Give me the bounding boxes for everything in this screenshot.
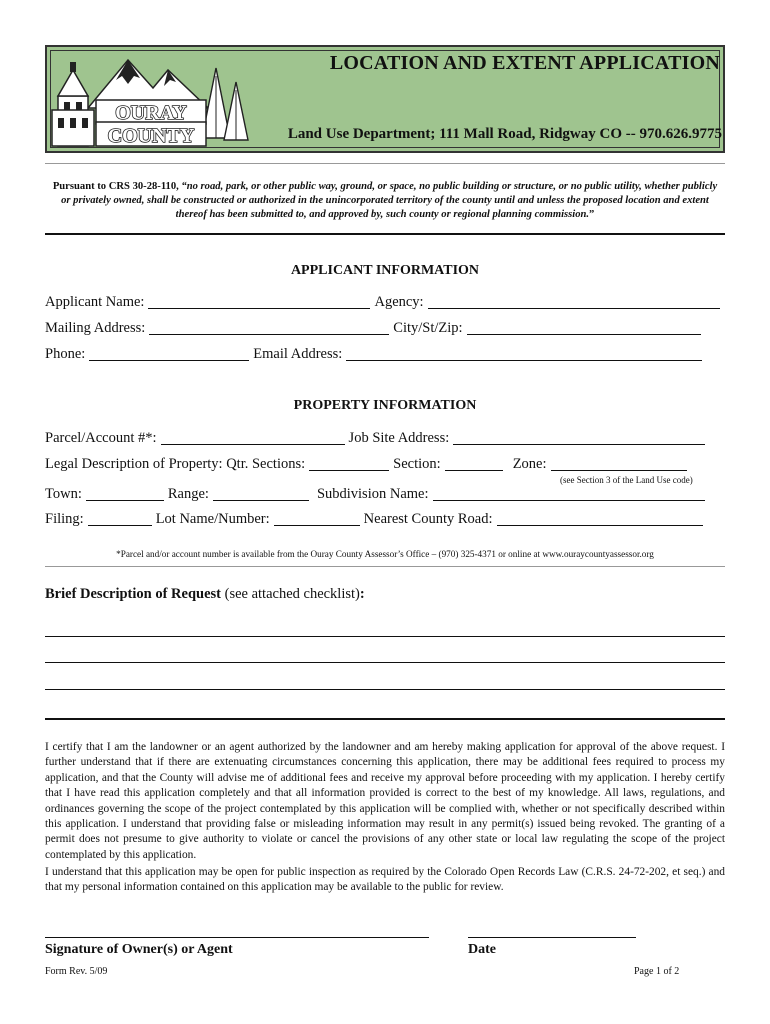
town-label: Town: [45,486,82,502]
divider [45,718,725,720]
zone-field[interactable] [551,456,687,471]
range-label: Range: [167,486,209,502]
brief-description-line-2[interactable] [45,662,725,663]
filing-label: Filing: [45,511,84,527]
brief-description-heading [45,586,365,603]
agency-field[interactable] [428,294,720,309]
phone-label: Phone: [45,346,86,362]
parcel-account-field[interactable] [161,430,345,445]
job-site-address-label: Job Site Address: [348,430,450,446]
filing-field[interactable] [88,511,152,526]
ouray-county-logo-icon [48,48,258,152]
brief-description-hint: (see attached checklist) [220,586,360,602]
department-contact: Land Use Department; 111 Mall Road, Ridgway CO -- 970.626.9775 [287,126,722,142]
qtr-sections-field[interactable] [309,456,389,471]
applicant-name-field[interactable] [148,294,370,309]
mailing-address-label: Mailing Address: [45,320,146,336]
applicant-row-2 [45,320,735,337]
statute-citation [50,180,720,222]
divider [45,566,725,567]
property-row-1 [45,430,735,447]
svg-text:OURAY: OURAY [115,102,187,124]
property-row-4 [45,511,735,528]
parcel-account-label: Parcel/Account #*: [45,430,157,446]
nearest-county-road-label: Nearest County Road: [363,511,493,527]
parcel-footnote: *Parcel and/or account number is available from the Ouray County Assessor’s Office – (970) 325-4371 or online at www.ouraycountyassessor.org [116,549,654,559]
page-number: Page 1 of 2 [634,966,680,977]
city-st-zip-label: City/St/Zip: [393,320,463,336]
statute-lead: Pursuant to CRS 30-28-110, [52,181,182,192]
section-field[interactable] [445,456,503,471]
city-st-zip-field[interactable] [467,320,701,335]
statute-tail: ” [589,209,595,220]
lot-name-number-label: Lot Name/Number: [155,511,270,527]
property-row-3 [45,486,735,503]
subdivision-name-field[interactable] [433,486,705,501]
zone-label: Zone: [512,456,547,472]
applicant-name-label: Applicant Name: [45,294,145,310]
certification-paragraph: I certify that I am the landowner or an agent authorized by the landowner and am hereby making application for approval of the above request. I further understand that if there are extenuating circumstances concerning this application, there may be additional fees required to process my application, and that the County will advise me of additional fees and receive my approval before proceeding with my application. I hereby certify that I have read this application completely and that all information provided is correct to the best of my knowledge. All laws, regulations, and ordinances governing the scope of the project contemplated by this application will be complied with, whether or not specifically described within this application. I understand that providing false or misleading information may result in any permit(s) issued being revoked. The granting of a permit does not presume to give authority to violate or cancel the provisions of any other state or local law regulating the scope of the project contemplated by this application. [45,741,725,861]
nearest-county-road-field[interactable] [497,511,703,526]
brief-description-colon: : [359,586,365,602]
signature-field[interactable] [45,937,429,938]
brief-description-line-3[interactable] [45,689,725,690]
applicant-row-1 [45,294,735,311]
applicant-info-heading: APPLICANT INFORMATION [290,263,480,278]
date-label: Date [468,942,496,957]
legal-description-label: Legal Description of Property: Qtr. Sections: [45,456,306,472]
signature-label: Signature of Owner(s) or Agent [45,942,233,957]
divider [45,163,725,164]
form-revision: Form Rev. 5/09 [45,966,108,977]
document-title: LOCATION AND EXTENT APPLICATION [329,52,720,74]
town-field[interactable] [86,486,164,501]
subdivision-name-label: Subdivision Name: [316,486,429,502]
divider [45,233,725,235]
lot-name-number-field[interactable] [274,511,360,526]
svg-text:COUNTY: COUNTY [107,125,195,147]
phone-field[interactable] [89,346,249,361]
brief-description-label: Brief Description of Request [45,586,221,602]
date-field[interactable] [468,937,636,938]
email-address-field[interactable] [346,346,702,361]
agency-label: Agency: [374,294,424,310]
property-info-heading: PROPERTY INFORMATION [293,398,477,413]
applicant-row-3 [45,346,735,363]
property-row-2 [45,456,735,473]
range-field[interactable] [213,486,309,501]
zone-note: (see Section 3 of the Land Use code) [560,475,693,485]
brief-description-line-1[interactable] [45,636,725,637]
email-address-label: Email Address: [253,346,343,362]
open-records-paragraph: I understand that this application may be open for public inspection as required by the Colorado Open Records Law (C.R.S. 24-72-202, et seq.) and that my personal information contained on this application may be available to the public for review. [45,866,725,894]
job-site-address-field[interactable] [453,430,705,445]
section-label: Section: [393,456,441,472]
mailing-address-field[interactable] [149,320,389,335]
statute-quote: “no road, park, or other public way, ground, or space, no public building or structure, or no public utility, whether publicly or privately owned, shall be constructed or authorized in the unincorporated territory of the county until and unless the proposed location and extent thereof has been submitted to, and approved by, such county or regional planning commission. [61,181,718,220]
